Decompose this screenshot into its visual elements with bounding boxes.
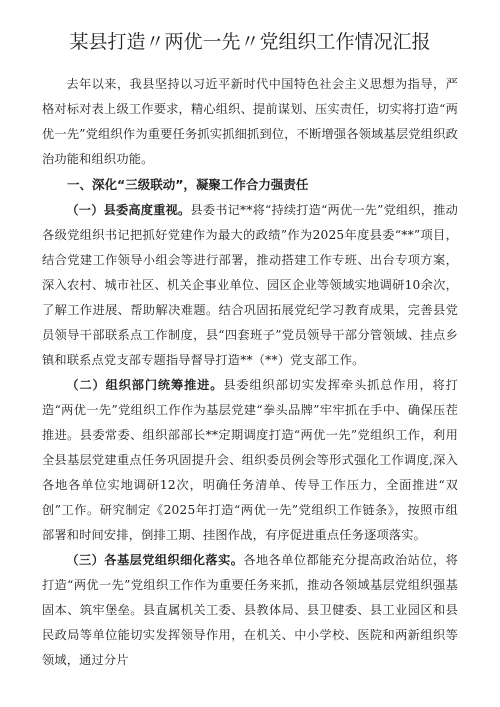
- paragraph-county-committee: [42, 198, 458, 373]
- intro-paragraph: 去年以来，我县坚持以习近平新时代中国特色社会主义思想为指导，严格对标对表上级工作要求，精心组织、提前谋划、压实责任，切实将打造“两优一先”党组织作为重要任务抓实抓细抓到位，不断增强各领域基层党组织政治功能和组织功能。: [42, 77, 458, 166]
- subheading-1: （一）县委高度重视。: [66, 203, 191, 217]
- paragraph-organization-dept: [42, 373, 458, 548]
- subheading-3: （三）各基层党组织细化落实。: [66, 553, 244, 567]
- paragraph-2-text: 县委组织部切实发挥牵头抓总作用，将打造“两优一先”党组织工作作为基层党建“拳头品牌”牢牢抓在手中、确保压茬推进。县委常委、组织部部长**定期调度打造“两优一先”党组织工作，利用全县基层党建重点任务巩固提升会、组织委员例会等形式强化工作调度,深入各地各单位实地调研12次，明确任务清单、传导工作压力，全面推进“双创”工作。研究制定《2025年打造“两优一先”党组织工作链条》，按照市组部署和时间安排，倒排工期、挂图作战，有序促进重点任务逐项落实。: [42, 378, 458, 542]
- paragraph-grassroots: [42, 548, 458, 673]
- section-heading-1: 一、深化“三级联动”，凝聚工作合力强责任: [67, 177, 309, 192]
- subheading-2: （二）组织部门统筹推进。: [66, 378, 224, 392]
- document-title: 某县打造〃两优一先〃党组织工作情况汇报: [69, 31, 431, 53]
- paragraph-1-text: 县委书记**将“持续打造“两优一先”党组织，推动各级党组织书记把抓好党建作为最大的政绩”作为2025年度县委“**”项目，结合党建工作领导小组会等进行部署，推动搭建工作专班、出台专项方案，深入农村、城市社区、机关企事业单位、园区企业等领域实地调研10余次，了解工作进展、帮助解决难题。结合巩固拓展党纪学习教育成果，完善县党员领导干部联系点工作制度，县“四套班子”党员领导干部分管领域、挂点乡镇和联系点党支部专题指导督导打造**（**）党支部工作。: [42, 203, 458, 367]
- paragraph-3-text: 各地各单位都能充分提高政治站位，将打造“两优一先”党组织工作作为重要任务来抓，推动各领域基层党组织强基固本、筑牢堡垒。县直属机关工委、县教体局、县卫健委、县工业园区和县民政局等单位能切实发挥领导作用，在机关、中小学校、医院和两新组织等领域，通过分片: [42, 553, 458, 667]
